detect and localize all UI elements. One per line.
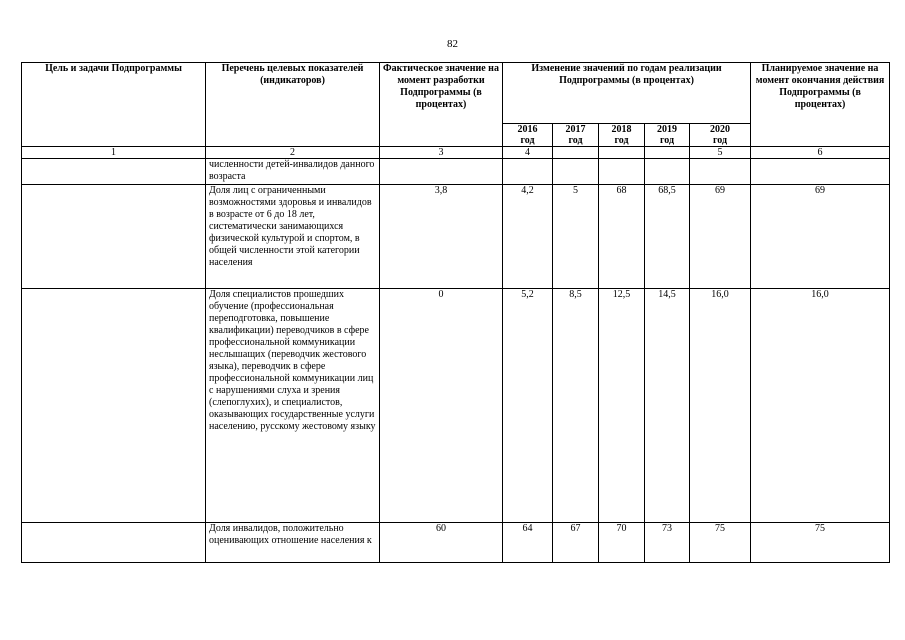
year-label: 2016 bbox=[517, 124, 538, 135]
value-2020: 69 bbox=[690, 185, 751, 289]
year-header-2017 bbox=[553, 124, 599, 147]
goal-cell bbox=[22, 289, 206, 523]
value-2020 bbox=[690, 159, 751, 185]
goal-cell bbox=[22, 159, 206, 185]
year-header-2020 bbox=[690, 124, 751, 147]
column-number: 2 bbox=[206, 147, 380, 159]
year-label: 2017 bbox=[565, 124, 586, 135]
planned-value bbox=[751, 159, 890, 185]
value-2018: 68 bbox=[599, 185, 645, 289]
column-number: 3 bbox=[380, 147, 503, 159]
header-change-by-years: Изменение значений по годам реализации Подпрограммы (в процентах) bbox=[503, 63, 751, 124]
goal-cell bbox=[22, 523, 206, 563]
planned-value: 16,0 bbox=[751, 289, 890, 523]
value-2018: 12,5 bbox=[599, 289, 645, 523]
planned-value: 69 bbox=[751, 185, 890, 289]
value-2019: 73 bbox=[645, 523, 690, 563]
value-2017 bbox=[553, 159, 599, 185]
year-header-2019 bbox=[645, 124, 690, 147]
planned-value: 75 bbox=[751, 523, 890, 563]
year-label: 2019 bbox=[657, 124, 677, 135]
header-goal: Цель и задачи Подпрограммы bbox=[22, 63, 206, 147]
column-number: 1 bbox=[22, 147, 206, 159]
year-header-2016 bbox=[503, 124, 553, 147]
header-indicators: Перечень целевых показателей (индикаторов) bbox=[206, 63, 380, 147]
indicator-text: Доля инвалидов, положительно оценивающих отношение населения к bbox=[206, 523, 380, 563]
value-2018 bbox=[599, 159, 645, 185]
year-label: 2018 bbox=[611, 124, 632, 135]
actual-value: 3,8 bbox=[380, 185, 503, 289]
value-2017: 8,5 bbox=[553, 289, 599, 523]
actual-value bbox=[380, 159, 503, 185]
header-planned-value: Планируемое значение на момент окончания действия Подпрограммы (в процентах) bbox=[751, 63, 890, 147]
year-unit: год bbox=[614, 135, 629, 146]
value-2016: 4,2 bbox=[503, 185, 553, 289]
year-unit: год bbox=[520, 135, 535, 146]
indicator-text: численности детей-инвалидов данного возраста bbox=[206, 159, 380, 185]
value-2016: 64 bbox=[503, 523, 553, 563]
value-2020: 16,0 bbox=[690, 289, 751, 523]
column-number: 6 bbox=[751, 147, 890, 159]
actual-value: 0 bbox=[380, 289, 503, 523]
year-unit: год bbox=[568, 135, 583, 146]
value-2017: 5 bbox=[553, 185, 599, 289]
value-2019 bbox=[645, 159, 690, 185]
column-number bbox=[553, 147, 599, 159]
header-actual-value: Фактическое значение на момент разработки Подпрограммы (в процентах) bbox=[380, 63, 503, 147]
year-label: 2020 bbox=[710, 124, 731, 135]
value-2019: 68,5 bbox=[645, 185, 690, 289]
value-2020: 75 bbox=[690, 523, 751, 563]
year-header-2018 bbox=[599, 124, 645, 147]
indicator-text: Доля лиц с ограниченными возможностями здоровья и инвалидов в возрасте от 6 до 18 лет, систематически занимающихся физической культурой и спортом, в общей численности этой категории населения bbox=[206, 185, 380, 289]
value-2018: 70 bbox=[599, 523, 645, 563]
column-number: 5 bbox=[690, 147, 751, 159]
actual-value: 60 bbox=[380, 523, 503, 563]
indicator-text: Доля специалистов прошедших обучение (профессиональная переподготовка, повышение квалификации) переводчиков в сфере профессиональной коммуникации неслышащих (переводчик жестового языка), переводчик в сфере профессиональной коммуникации лиц с нарушениями слуха и зрения (слепоглухих), и специалистов, оказывающих государственные услуги населению, русскому жестовому языку bbox=[206, 289, 380, 523]
column-number: 4 bbox=[503, 147, 553, 159]
page-number: 82 bbox=[447, 38, 458, 50]
value-2016 bbox=[503, 159, 553, 185]
value-2016: 5,2 bbox=[503, 289, 553, 523]
goal-cell bbox=[22, 185, 206, 289]
column-number bbox=[645, 147, 690, 159]
indicators-table bbox=[21, 62, 890, 563]
value-2017: 67 bbox=[553, 523, 599, 563]
value-2019: 14,5 bbox=[645, 289, 690, 523]
year-unit: год bbox=[659, 135, 675, 146]
column-number bbox=[599, 147, 645, 159]
year-unit: год bbox=[712, 135, 728, 146]
